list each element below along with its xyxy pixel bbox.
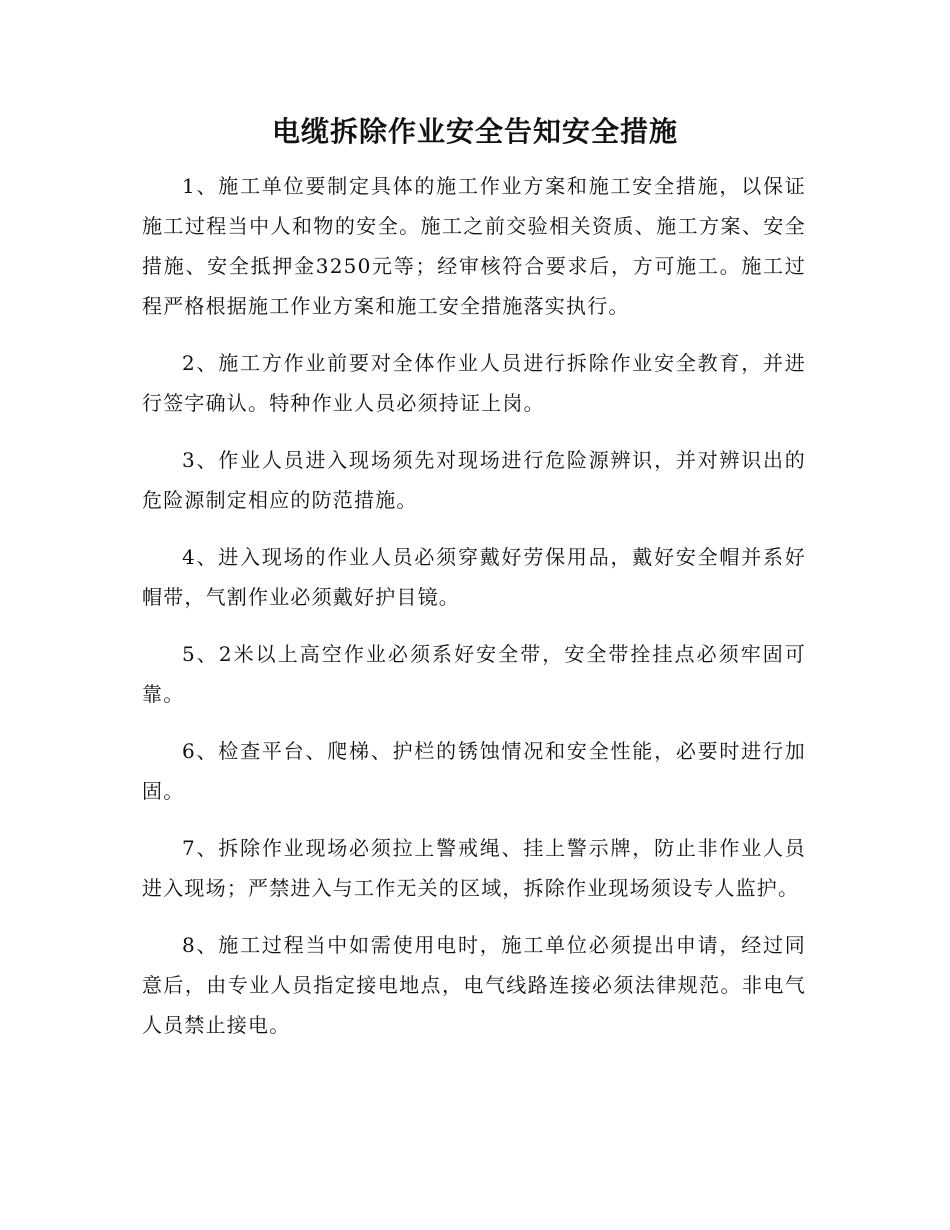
document-body [142,166,806,1062]
paragraph-6: 6、检查平台、爬梯、护栏的锈蚀情况和安全性能，必要时进行加固。 [142,739,806,803]
paragraph-1: 1、施工单位要制定具体的施工作业方案和施工安全措施，以保证施工过程当中人和物的安全。施工之前交验相关资质、施工方案、安全措施、安全抵押金3250元等；经审核符合要求后，方可施工。施工过程严格根据施工作业方案和施工安全措施落实执行。 [142,174,806,318]
paragraph-8: 8、施工过程当中如需使用电时，施工单位必须提出申请，经过同意后，由专业人员指定接电地点，电气线路连接必须法律规范。非电气人员禁止接电。 [142,933,806,1037]
paragraph-2: 2、施工方作业前要对全体作业人员进行拆除作业安全教育，并进行签字确认。特种作业人员必须持证上岗。 [142,351,806,415]
document-title: 电缆拆除作业安全告知安全措施 [271,115,678,148]
paragraph-4: 4、进入现场的作业人员必须穿戴好劳保用品，戴好安全帽并系好帽带，气割作业必须戴好护目镜。 [142,545,806,609]
paragraph-3: 3、作业人员进入现场须先对现场进行危险源辨识，并对辨识出的危险源制定相应的防范措施。 [142,448,806,512]
paragraph-5: 5、2米以上高空作业必须系好安全带，安全带拴挂点必须牢固可靠。 [142,642,806,706]
paragraph-7: 7、拆除作业现场必须拉上警戒绳、挂上警示牌，防止非作业人员进入现场；严禁进入与工作无关的区域，拆除作业现场须设专人监护。 [142,836,806,900]
